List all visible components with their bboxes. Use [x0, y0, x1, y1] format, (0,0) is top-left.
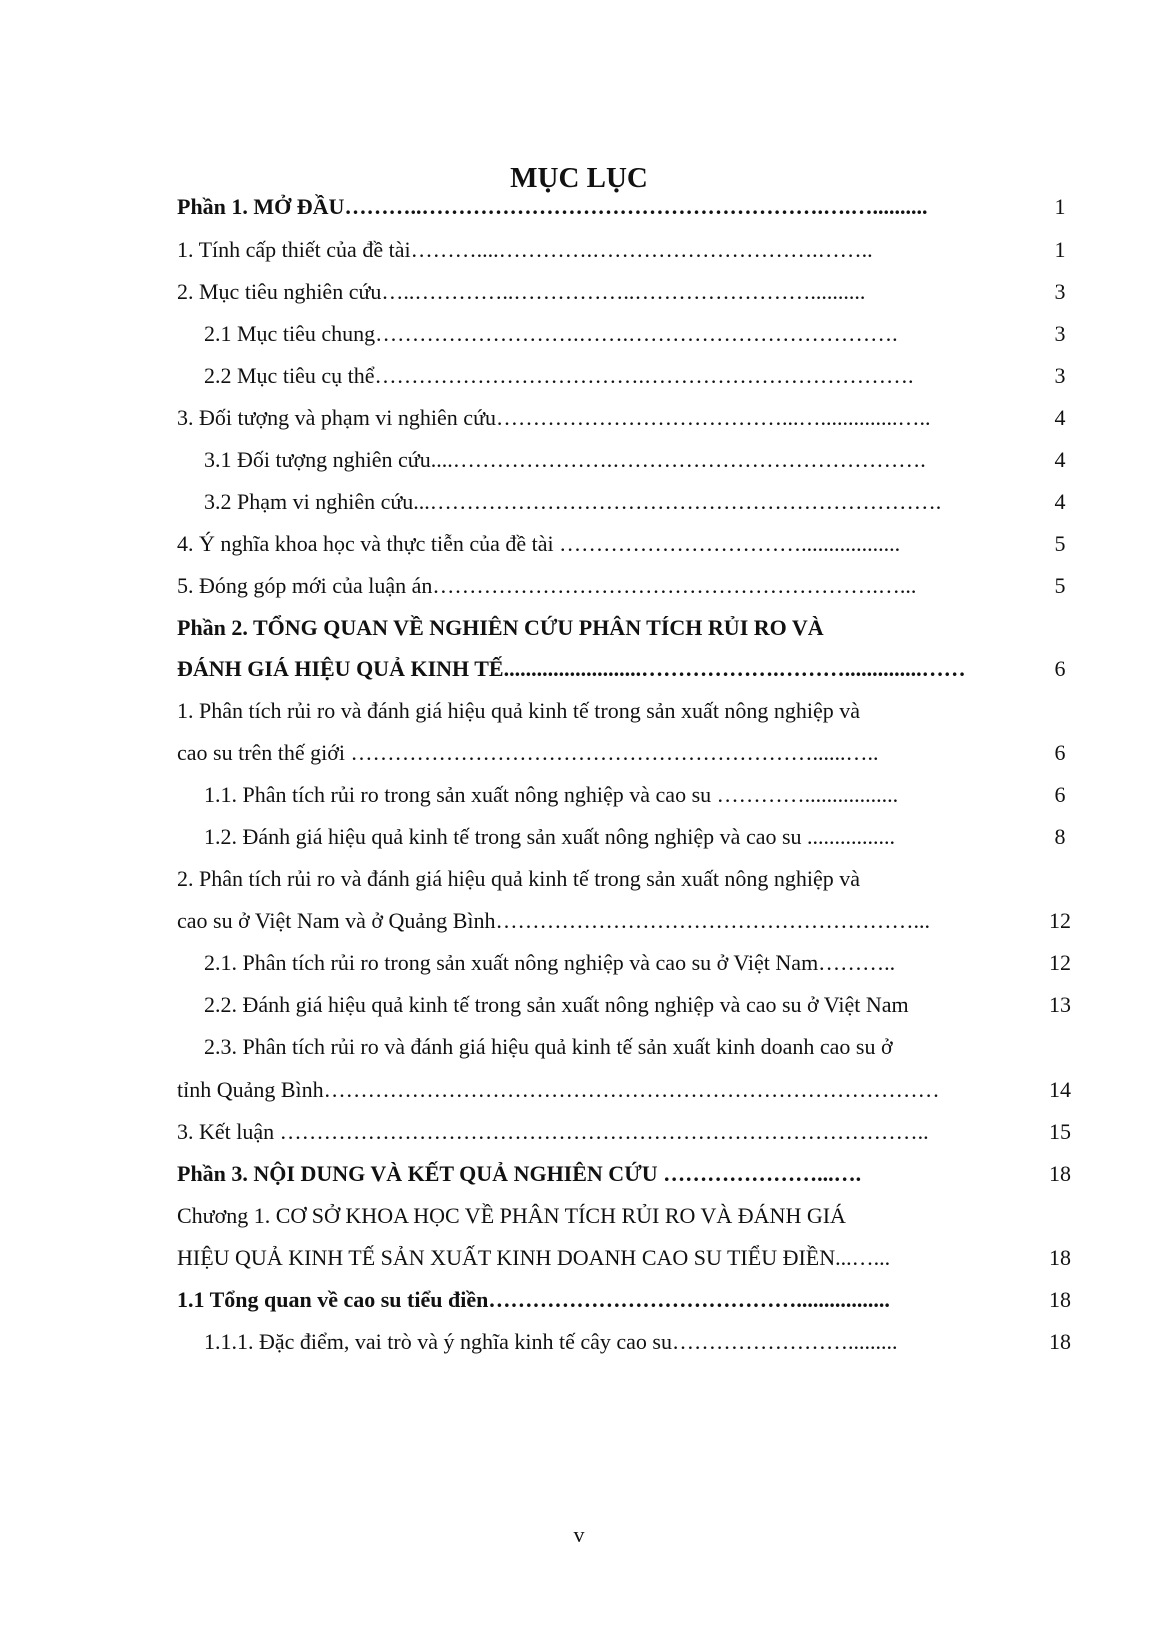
- toc-entry: [0, 566, 1158, 606]
- toc-entry: [0, 733, 1158, 773]
- toc-entry: [0, 272, 1158, 312]
- toc-entry-page: 12: [1049, 908, 1071, 933]
- toc-entry-text: 2.2 Mục tiêu cụ thể……………………………….……………………………….: [204, 363, 914, 388]
- toc-entry: [0, 649, 1158, 689]
- toc-entry: [0, 524, 1158, 564]
- toc-entry: [0, 440, 1158, 480]
- toc-entry-text: 5. Đóng góp mới của luận án…………………………………………………….…...: [177, 573, 917, 598]
- toc-entry-text: HIỆU QUẢ KINH TẾ SẢN XUẤT KINH DOANH CAO SU TIỂU ĐIỀN...…...: [177, 1245, 891, 1270]
- toc-entry: [0, 1027, 1158, 1067]
- toc-entry: [0, 187, 1158, 227]
- toc-entry-page: 15: [1049, 1119, 1071, 1144]
- toc-entry-page: 3: [1054, 279, 1066, 304]
- toc-entry: [0, 817, 1158, 857]
- toc-entry-page: 18: [1049, 1329, 1071, 1354]
- toc-entry-page: 6: [1054, 782, 1066, 807]
- toc-entry: [0, 1070, 1158, 1110]
- toc-entry-text: 3. Kết luận ……………………………………………………………………………..: [177, 1119, 929, 1144]
- toc-entry: [0, 943, 1158, 983]
- toc-entry-page: 18: [1049, 1287, 1071, 1312]
- toc-entry: [0, 608, 1158, 648]
- toc-entry-page: 4: [1054, 405, 1066, 430]
- toc-entry-page: 18: [1049, 1161, 1071, 1186]
- toc-entry-page: 12: [1049, 950, 1071, 975]
- page-title: MỤC LỤC: [510, 162, 648, 194]
- toc-entry-text: 2.1 Mục tiêu chung……………………….…….……………………………….: [204, 321, 898, 346]
- toc-entry-page: 14: [1049, 1077, 1071, 1102]
- toc-entry-text: 1. Phân tích rủi ro và đánh giá hiệu quả kinh tế trong sản xuất nông nghiệp và: [177, 698, 861, 723]
- toc-entry-page: 4: [1054, 489, 1066, 514]
- toc-entry-page: 18: [1049, 1245, 1071, 1270]
- toc-entry-text: 3. Đối tượng và phạm vi nghiên cứu…………………………………...…..............…..: [177, 405, 931, 430]
- toc-entry-page: 3: [1054, 321, 1066, 346]
- toc-entry: [0, 1112, 1158, 1152]
- toc-entry-page: 5: [1054, 531, 1066, 556]
- toc-entry: [0, 482, 1158, 522]
- toc-entry-page: 5: [1054, 573, 1066, 598]
- toc-entry: [0, 314, 1158, 354]
- toc-entry-text: 1.1 Tổng quan về cao su tiểu điền…………………………………….................: [177, 1287, 890, 1312]
- toc-entry-text: cao su trên thế giới ………………………………………………………......…..: [177, 740, 879, 765]
- toc-entry: [0, 230, 1158, 270]
- toc-entry: [0, 1322, 1158, 1362]
- toc-entry-text: 1.2. Đánh giá hiệu quả kinh tế trong sản xuất nông nghiệp và cao su ................: [204, 824, 896, 849]
- toc-entry-text: 4. Ý nghĩa khoa học và thực tiễn của đề tài ……………………………..................: [177, 531, 901, 556]
- toc-entry: [0, 1238, 1158, 1278]
- toc-entry: [0, 901, 1158, 941]
- toc-entry-text: Phần 2. TỔNG QUAN VỀ NGHIÊN CỨU PHÂN TÍCH RỦI RO VÀ: [177, 615, 824, 640]
- toc-entry-text: Chương 1. CƠ SỞ KHOA HỌC VỀ PHÂN TÍCH RỦI RO VÀ ĐÁNH GIÁ: [177, 1203, 846, 1228]
- toc-entry-text: 3.1 Đối tượng nghiên cứu....………………….…………………………………….: [204, 447, 926, 472]
- toc-entry-text: tỉnh Quảng Bình…………………………………………………………………………: [177, 1077, 940, 1102]
- toc-entry-page: 3: [1054, 363, 1066, 388]
- toc-entry-text: 2.1. Phân tích rủi ro trong sản xuất nông nghiệp và cao su ở Việt Nam………..: [204, 950, 896, 975]
- toc-entry-text: Phần 1. MỞ ĐẦU………..……………………………………………….….…..........: [177, 194, 928, 219]
- toc-entry-text: ĐÁNH GIÁ HIỆU QUẢ KINH TẾ.........................……………….………..............……: [177, 656, 966, 681]
- toc-entry-page: 1: [1054, 237, 1066, 262]
- toc-entry: [0, 1154, 1158, 1194]
- toc-entry: [0, 859, 1158, 899]
- toc-entry-text: 1.1. Phân tích rủi ro trong sản xuất nông nghiệp và cao su ………….................: [204, 782, 899, 807]
- toc-entry: [0, 691, 1158, 731]
- toc-entry-text: 2.3. Phân tích rủi ro và đánh giá hiệu quả kinh tế sản xuất kinh doanh cao su ở: [204, 1034, 893, 1059]
- toc-entry-text: 3.2 Phạm vi nghiên cứu...…………………………………………………………….: [204, 489, 942, 514]
- toc-entry-page: 6: [1054, 740, 1066, 765]
- toc-entry-text: 1. Tính cấp thiết của đề tài………....………….………………………….……..: [177, 237, 873, 262]
- toc-entry: [0, 985, 1158, 1025]
- toc-entry-page: 8: [1054, 824, 1066, 849]
- toc-entry: [0, 1196, 1158, 1236]
- toc-entry-page: 6: [1054, 656, 1066, 681]
- toc-entry: [0, 775, 1158, 815]
- toc-entry: [0, 398, 1158, 438]
- toc-entry-text: 2. Phân tích rủi ro và đánh giá hiệu quả kinh tế trong sản xuất nông nghiệp và: [177, 866, 861, 891]
- page-number: v: [573, 1522, 585, 1547]
- toc-entry-text: 2. Mục tiêu nghiên cứu…..…………..……………..……………………..........: [177, 279, 866, 304]
- toc-entry-page: 1: [1054, 194, 1066, 219]
- toc-entry: [0, 356, 1158, 396]
- toc-entry: [0, 1280, 1158, 1320]
- toc-entry-text: 1.1.1. Đặc điểm, vai trò và ý nghĩa kinh tế cây cao su…………………….........: [204, 1329, 898, 1354]
- toc-entry-page: 13: [1049, 992, 1071, 1017]
- toc-entry-text: Phần 3. NỘI DUNG VÀ KẾT QUẢ NGHIÊN CỨU …………………...….: [177, 1161, 862, 1186]
- toc-entry-text: cao su ở Việt Nam và ở Quảng Bình…………………………………………………...: [177, 908, 930, 933]
- toc-entry-text: 2.2. Đánh giá hiệu quả kinh tế trong sản xuất nông nghiệp và cao su ở Việt Nam: [204, 992, 909, 1017]
- toc-entry-page: 4: [1054, 447, 1066, 472]
